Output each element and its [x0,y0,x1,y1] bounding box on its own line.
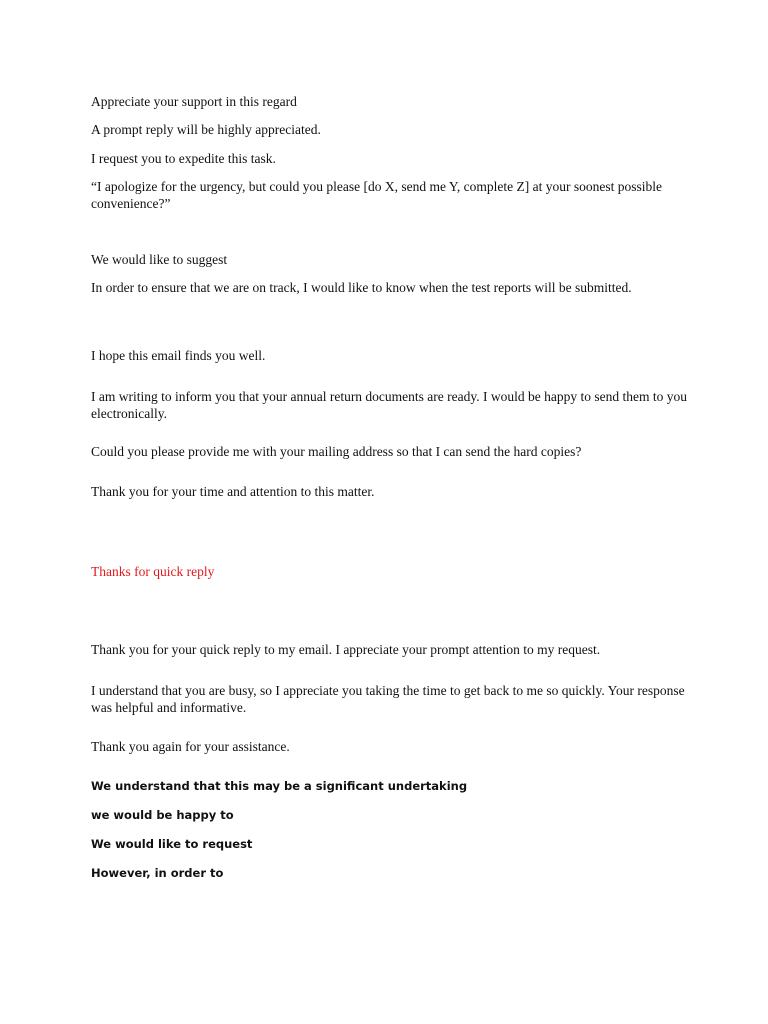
paragraph-support: Appreciate your support in this regard [91,94,297,109]
paragraph-thank-quick-reply: Thank you for your quick reply to my email. I appreciate your prompt attention to my request. [91,642,601,657]
paragraph-suggest: We would like to suggest [91,252,228,267]
paragraph-annual-return: I am writing to inform you that your annual return documents are ready. I would be happy to send them to you electronically. [91,389,687,421]
paragraph-busy: I understand that you are busy, so I appreciate you taking the time to get back to me so quickly. Your response was helpful and informative. [91,683,685,715]
paragraph-thank-again: Thank you again for your assistance. [91,739,290,754]
phrase-happy-to: we would be happy to [91,808,234,822]
paragraph-prompt-reply: A prompt reply will be highly appreciated. [91,122,321,137]
paragraph-expedite: I request you to expedite this task. [91,151,276,166]
section-heading-quick-reply: Thanks for quick reply [91,564,215,579]
phrase-request: We would like to request [91,837,253,851]
paragraph-mailing-address: Could you please provide me with your mailing address so that I can send the hard copies? [91,444,582,459]
phrase-undertaking: We understand that this may be a significant undertaking [91,779,468,793]
paragraph-greeting: I hope this email finds you well. [91,348,266,363]
paragraph-on-track: In order to ensure that we are on track, I would like to know when the test reports will be submitted. [91,280,632,295]
paragraph-thank-you-time: Thank you for your time and attention to this matter. [91,484,375,499]
paragraph-apology-quote: “I apologize for the urgency, but could you please [do X, send me Y, complete Z] at your soonest possible convenience?” [91,179,662,211]
phrase-in-order-to: However, in order to [91,866,224,880]
